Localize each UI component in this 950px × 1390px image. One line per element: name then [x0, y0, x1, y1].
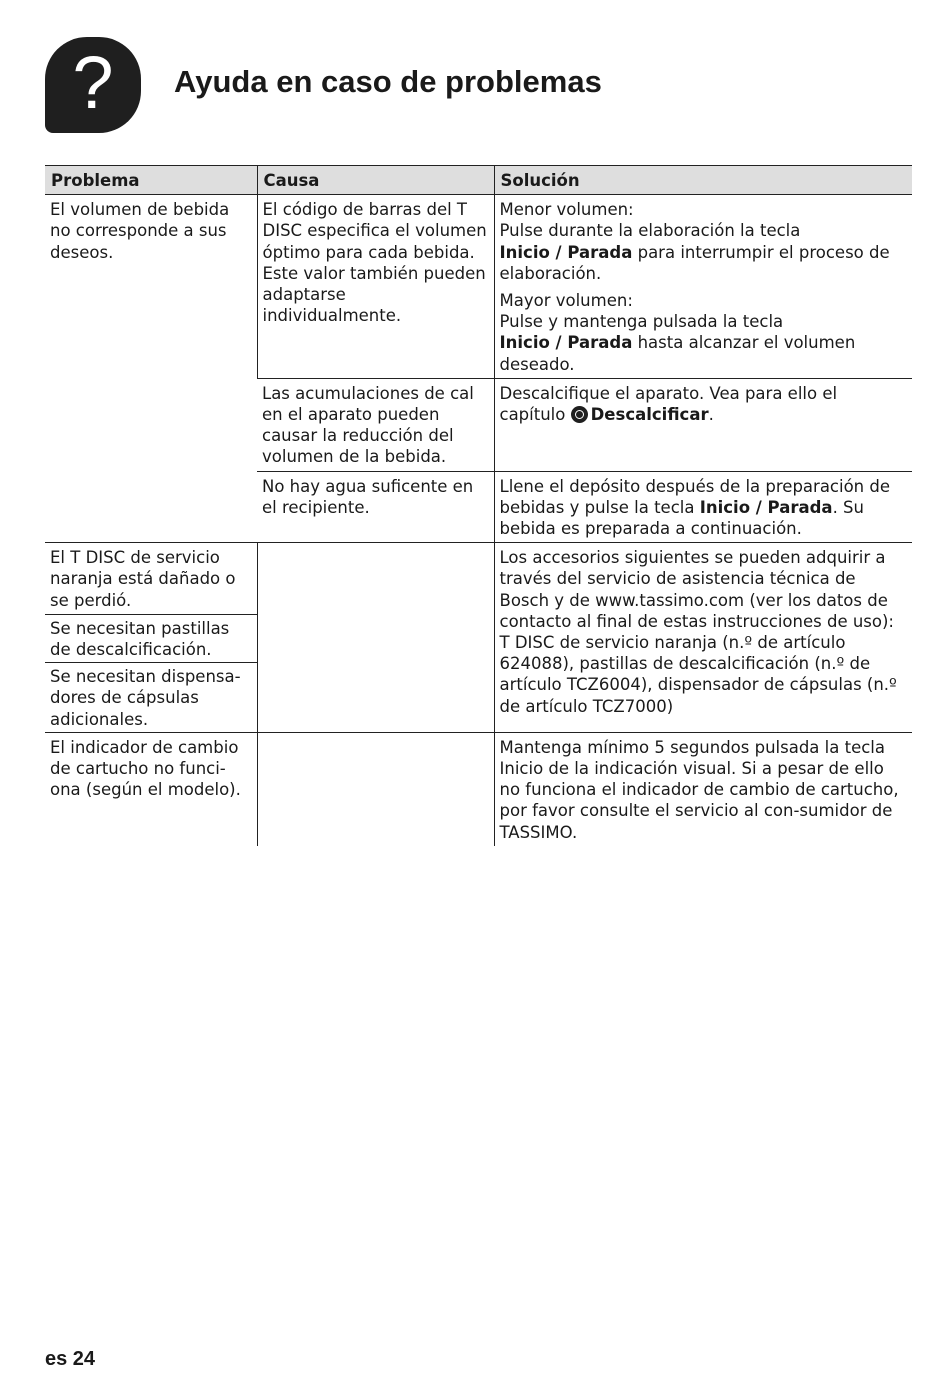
more-volume-text	[500, 311, 907, 375]
more-volume-end: hasta alcanzar el volumen deseado.	[499, 333, 856, 374]
table-row	[45, 195, 912, 379]
more-volume-instruction: Pulse y mantenga pulsada la tecla	[499, 312, 784, 332]
solution-volume-adjust	[494, 195, 912, 379]
table-row	[45, 732, 912, 846]
problem-cartridge: El indicador de cambio de cartucho no funci-ona (según el modelo).	[50, 737, 241, 800]
table-row	[45, 543, 912, 615]
page-title: Ayuda en caso de problemas	[174, 64, 602, 99]
solution-accessories: Los accesorios siguientes se pueden adquirir a través del servicio de asistencia técnica de Bosch y de www.tassimo.com (ver los datos de contacto al final de estas instrucciones de uso): T DISC de servicio naranja (n.º de artículo 624088), pastillas de descalcificación (n.º de artículo TCZ6004), dispensador de cápsulas (n.º de artículo TCZ7000)	[494, 543, 912, 733]
less-volume-text	[500, 220, 907, 284]
solution-refill	[494, 471, 912, 543]
refill-instruction: Llene el depósito después de la preparación de bebidas y pulse la tecla	[499, 476, 891, 517]
less-volume-title: Menor volumen:	[499, 200, 634, 220]
descale-instruction: Descalcifique el aparato. Vea para ello el capítulo	[499, 383, 838, 425]
solution-cartridge: Mantenga mínimo 5 segundos pulsada la tecla Inicio de la indicación visual. Si a pesar de ello no funciona el indicador de cambio de cartucho, por favor consulte el servicio al con-sumidor de TASSIMO.	[494, 732, 912, 846]
refill-end: . Su bebida es preparada a continuación.	[499, 497, 864, 539]
cause-limescale: Las acumulaciones de cal en el aparato pueden causar la reducción del volumen de la bebida.	[257, 378, 494, 471]
problem-tablets: Se necesitan pastillas de descalcificación.	[45, 614, 257, 662]
more-volume-title: Mayor volumen:	[499, 291, 633, 311]
start-stop-key-label: Inicio / Parada	[699, 497, 833, 517]
cause-empty	[257, 543, 494, 733]
cause-barcode: El código de barras del T DISC especifica el volumen óptimo para cada bebida. Este valor también pueden adaptarse individualmente.	[257, 195, 494, 379]
descale-chapter-link: Descalcificar	[590, 405, 709, 425]
solution-descale	[494, 378, 912, 471]
less-volume-instruction: Pulse durante la elaboración la tecla	[499, 221, 801, 241]
header-problem: Problema	[45, 166, 257, 195]
header-cause: Causa	[257, 166, 494, 195]
start-stop-key-label: Inicio / Parada	[499, 333, 633, 353]
descale-icon	[571, 406, 588, 423]
less-volume-end: para interrumpir el proceso de elaboración.	[499, 242, 890, 283]
cause-empty	[257, 732, 494, 846]
problem-volume: El volumen de bebida no corresponde a sus deseos.	[45, 195, 257, 543]
problem-dispensers: Se necesitan dispensa-dores de cápsulas adicionales.	[45, 663, 257, 733]
cause-no-water: No hay agua suficente en el recipiente.	[257, 471, 494, 543]
table-header-row	[45, 166, 912, 195]
start-stop-key-label: Inicio / Parada	[499, 242, 633, 262]
header-solution: Solución	[494, 166, 912, 195]
troubleshooting-table	[45, 165, 912, 846]
problem-tdisc: El T DISC de servicio naranja está dañado o se perdió.	[45, 543, 257, 615]
page-number: es 24	[45, 1348, 96, 1370]
question-mark-icon: ?	[45, 37, 141, 133]
descale-end: .	[708, 405, 714, 425]
